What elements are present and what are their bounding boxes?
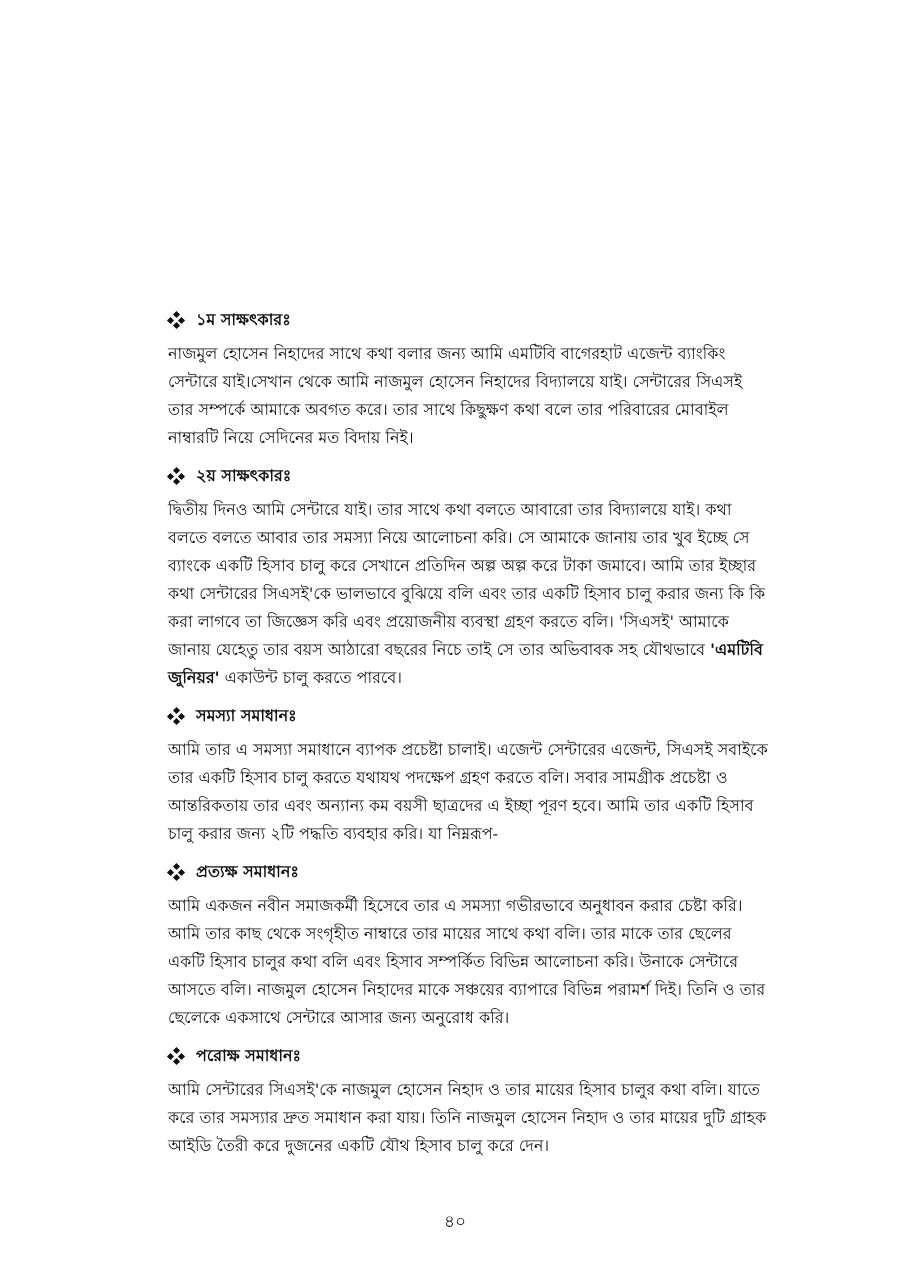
section-heading <box>168 306 768 334</box>
diamond-bullet-icon <box>168 708 184 724</box>
page-number: ৪০ <box>443 1212 467 1232</box>
section-paragraph: আমি একজন নবীন সমাজকর্মী হিসেবে তার এ সমস্যা গভীরভাবে অনুধাবন করার চেষ্টা করি। আমি তার কাছ থেকে সংগৃহীত নাম্বারে তার মায়ের সাথে কথা বলি। তার মাকে তার ছেলের একটি হিসাব চালুর কথা বলি এবং হিসাব সম্পর্কিত বিভিন্ন আলোচনা করি। উনাকে সেন্টারে আসতে বলি। নাজমুল হোসেন নিহাদের মাকে সঞ্চয়ের ব্যাপারে বিভিন্ন পরামর্শ দিই। তিনি ও তার ছেলেকে একসাথে সেন্টারে আসার জন্য অনুরোধ করি। <box>168 896 766 1027</box>
heading-text: ১ম সাক্ষৎকারঃ <box>196 309 291 329</box>
section-problem-solving <box>168 702 768 848</box>
section-heading <box>168 858 768 886</box>
section-indirect-solution <box>168 1042 768 1160</box>
section-direct-solution <box>168 858 768 1032</box>
heading-text: পরোক্ষ সমাধানঃ <box>196 1045 302 1065</box>
section-heading <box>168 462 768 490</box>
heading-text: সমস্যা সমাধানঃ <box>196 705 297 725</box>
document-body <box>168 306 768 1170</box>
section-paragraph: আমি সেন্টারের সিএসই'কে নাজমুল হোসেন নিহাদ ও তার মায়ের হিসাব চালুর কথা বলি। যাতে করে তার সমস্যার দ্রুত সমাধান করা যায়। তিনি নাজমুল হোসেন নিহাদ ও তার মায়ের দুটি গ্রাহক আইডি তৈরী করে দুজনের একটি যৌথ হিসাব চালু করে দেন। <box>168 1080 767 1155</box>
diamond-bullet-icon <box>168 312 184 328</box>
heading-text: ২য় সাক্ষৎকারঃ <box>196 465 292 485</box>
section-paragraph: আমি তার এ সমস্যা সমাধানে ব্যাপক প্রচেষ্টা চালাই। এজেন্ট সেন্টারের এজেন্ট, সিএসই সবাইকে তার একটি হিসাব চালু করতে যথাযথ পদক্ষেপ গ্রহণ করতে বলি। সবার সামগ্রীক প্রচেষ্টা ও আন্তরিকতায় তার এবং অন্যান্য কম বয়সী ছাত্রদের এ ইচ্ছা পূরণ হবে। আমি তার একটি হিসাব চালু করার জন্য ২টি পদ্ধতি ব্যবহার করি। যা নিম্নরূপ- <box>168 740 768 843</box>
section-second-interview <box>168 462 768 692</box>
paragraph-text: দ্বিতীয় দিনও আমি সেন্টারে যাই। তার সাথে কথা বলতে আবারো তার বিদ্যালয়ে যাই। কথা বলতে বলতে আবার তার সমস্যা নিয়ে আলোচনা করি। সে আমাকে জানায় তার খুব ইচ্ছে সে ব্যাংকে একটি হিসাব চালু করে সেখানে প্রতিদিন অল্প অল্প করে টাকা জমাবে। আমি তার ইচ্ছার কথা সেন্টারের সিএসই'কে ভালভাবে বুঝিয়ে বলি এবং তার একটি হিসাব চালু করার জন্য কি কি করা লাগবে তা জিজ্ঞেস করি এবং প্রয়োজনীয় ব্যবস্থা গ্রহণ করতে বলি। 'সিএসই' আমাকে জানায় যেহেতু তার বয়স আঠারো বছরের নিচে তাই সে তার অভিবাবক সহ যৌথভাবে <box>168 500 766 659</box>
diamond-bullet-icon <box>168 864 184 880</box>
diamond-bullet-icon <box>168 468 184 484</box>
section-heading <box>168 1042 768 1070</box>
section-first-interview <box>168 306 768 452</box>
heading-text: প্রত্যক্ষ সমাধানঃ <box>196 861 299 881</box>
section-paragraph <box>168 496 768 692</box>
account-name-bold: 'এমটিবি জুনিয়র' <box>168 640 763 687</box>
section-paragraph: নাজমুল হোসেন নিহাদের সাথে কথা বলার জন্য আমি এমটিবি বাগেরহাট এজেন্ট ব্যাংকিং সেন্টারে যাই।সেখান থেকে আমি নাজমুল হোসেন নিহাদের বিদ্যালয়ে যাই। সেন্টারের সিএসই তার সম্পর্কে আমাকে অবগত করে। তার সাথে কিছুক্ষণ কথা বলে তার পরিবারের মোবাইল নাম্বারটি নিয়ে সেদিনের মত বিদায় নিই। <box>168 344 743 447</box>
paragraph-text-end: একাউন্ট চালু করতে পারবে। <box>219 668 402 687</box>
section-heading <box>168 702 768 730</box>
diamond-bullet-icon <box>168 1048 184 1064</box>
